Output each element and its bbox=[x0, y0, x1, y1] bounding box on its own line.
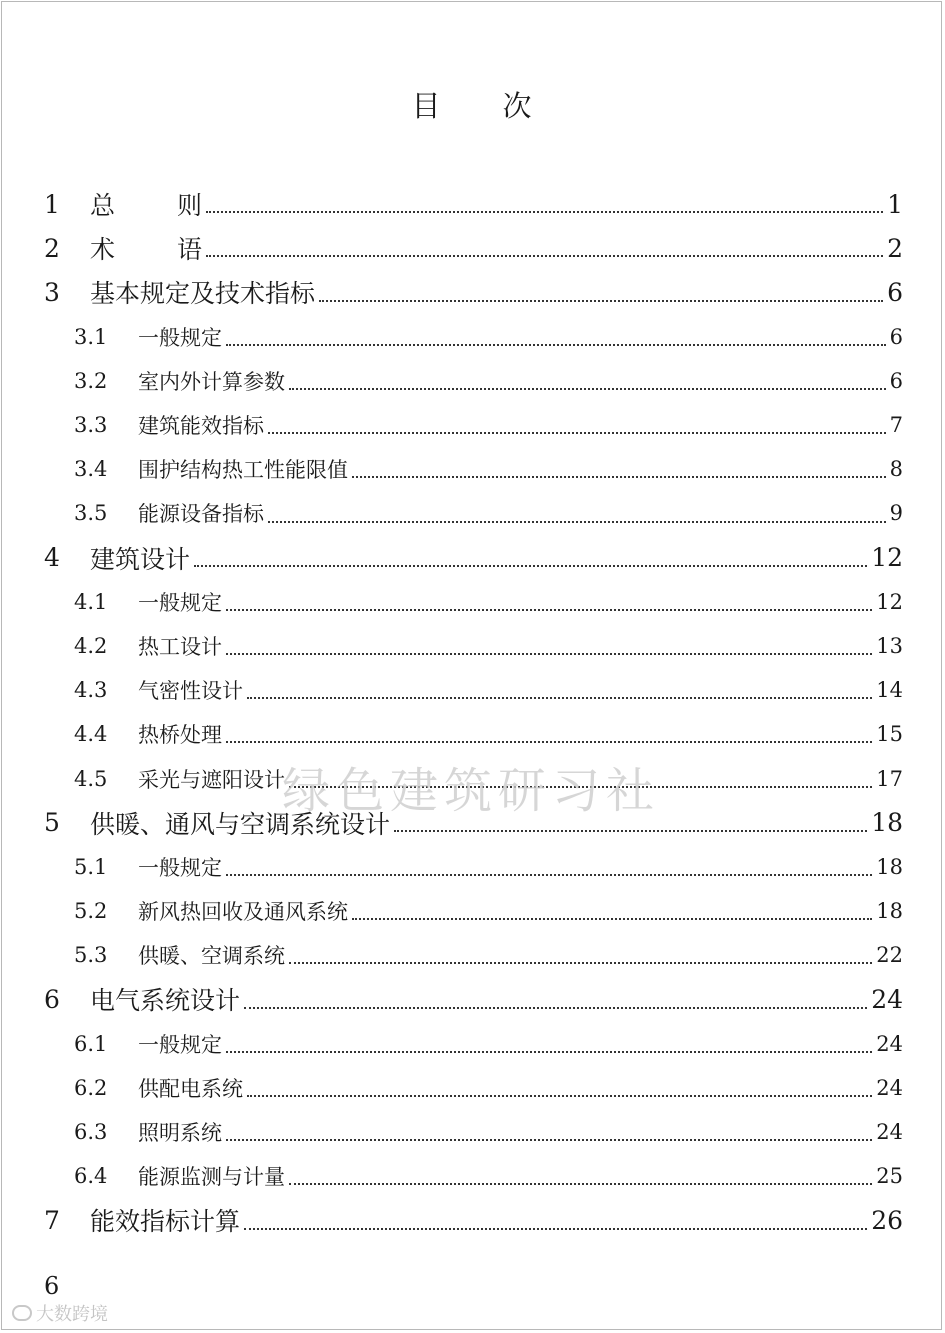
toc-label: 电气系统设计 bbox=[90, 986, 241, 1016]
toc-page-number: 17 bbox=[876, 766, 903, 791]
toc-number: 6 bbox=[44, 984, 60, 1014]
toc-section-row[interactable] bbox=[0, 933, 945, 977]
toc-label: 供暖、空调系统 bbox=[138, 944, 285, 969]
toc-leader-dots bbox=[226, 608, 872, 611]
toc-label: 一般规定 bbox=[138, 325, 222, 350]
toc-label: 采光与遮阳设计 bbox=[138, 767, 285, 792]
toc-label: 气密性设计 bbox=[138, 679, 243, 704]
toc-label: 一般规定 bbox=[138, 590, 222, 615]
toc-section-row[interactable] bbox=[0, 845, 945, 889]
toc-label-char: 术 bbox=[90, 235, 116, 265]
toc-section-row[interactable] bbox=[0, 580, 945, 624]
toc-chapter-row[interactable] bbox=[0, 1198, 945, 1242]
toc-number: 4.2 bbox=[74, 633, 108, 658]
toc-number: 5.1 bbox=[74, 854, 108, 879]
toc-section-row[interactable] bbox=[0, 1066, 945, 1110]
toc-number: 3.4 bbox=[74, 457, 108, 482]
toc-page-number: 6 bbox=[887, 277, 903, 307]
toc-number: 6.1 bbox=[74, 1031, 108, 1056]
title-char-right: 次 bbox=[502, 89, 534, 123]
toc-leader-dots bbox=[226, 740, 872, 743]
toc-page-number: 24 bbox=[876, 1031, 903, 1056]
toc-leader-dots bbox=[194, 564, 867, 567]
toc-number: 6.2 bbox=[74, 1075, 108, 1100]
toc-label: 照明系统 bbox=[138, 1121, 222, 1146]
toc-label: 供暖、通风与空调系统设计 bbox=[90, 809, 391, 839]
toc-section-row[interactable] bbox=[0, 447, 945, 491]
toc-leader-dots bbox=[247, 1094, 872, 1097]
toc-leader-dots bbox=[226, 1050, 872, 1053]
toc-number: 7 bbox=[44, 1205, 60, 1235]
toc-page-number: 1 bbox=[887, 189, 903, 219]
toc-page-number: 13 bbox=[876, 633, 903, 658]
toc-label: 建筑设计 bbox=[90, 544, 191, 574]
toc-page-number: 26 bbox=[871, 1205, 903, 1235]
toc-page-number: 24 bbox=[871, 984, 903, 1014]
page-number: 6 bbox=[44, 1272, 60, 1300]
logo-text: 大数跨境 bbox=[36, 1304, 108, 1325]
toc-number: 5.2 bbox=[74, 899, 108, 924]
toc-leader-dots bbox=[268, 520, 886, 523]
toc-page-number: 24 bbox=[876, 1075, 903, 1100]
toc-leader-dots bbox=[226, 652, 872, 655]
toc-label-char: 总 bbox=[90, 191, 116, 221]
toc-section-row[interactable] bbox=[0, 624, 945, 668]
toc-number: 4.5 bbox=[74, 766, 108, 791]
toc-section-row[interactable] bbox=[0, 403, 945, 447]
toc-page-number: 22 bbox=[876, 943, 903, 968]
toc-number: 5.3 bbox=[74, 943, 108, 968]
toc-leader-dots bbox=[206, 254, 883, 257]
toc-label-char: 语 bbox=[176, 235, 202, 265]
toc-page-number: 9 bbox=[889, 501, 903, 526]
toc-page-number: 15 bbox=[876, 722, 903, 747]
toc-chapter-row[interactable] bbox=[0, 270, 945, 314]
toc-page-number: 8 bbox=[889, 457, 903, 482]
toc-page-number: 2 bbox=[887, 233, 903, 263]
toc-page-number: 6 bbox=[889, 368, 903, 393]
toc-label: 能源设备指标 bbox=[138, 502, 264, 527]
toc-page-number: 14 bbox=[876, 678, 903, 703]
toc-label: 热工设计 bbox=[138, 634, 222, 659]
toc-page-number: 18 bbox=[876, 854, 903, 879]
toc-chapter-row[interactable] bbox=[0, 182, 945, 226]
toc-number: 4.1 bbox=[74, 589, 108, 614]
logo-icon bbox=[12, 1305, 32, 1321]
toc-chapter-row[interactable] bbox=[0, 226, 945, 270]
toc-leader-dots bbox=[244, 1227, 867, 1230]
toc-section-row[interactable] bbox=[0, 315, 945, 359]
toc-leader-dots bbox=[247, 696, 872, 699]
toc-leader-dots bbox=[352, 917, 872, 920]
toc-label bbox=[90, 230, 202, 266]
toc-number: 6.3 bbox=[74, 1120, 108, 1145]
toc-number: 1 bbox=[44, 189, 60, 219]
toc-label bbox=[90, 186, 202, 222]
toc-page-number: 18 bbox=[876, 899, 903, 924]
toc-leader-dots bbox=[289, 961, 872, 964]
toc-leader-dots bbox=[226, 1138, 872, 1141]
toc-page-number: 25 bbox=[876, 1164, 903, 1189]
toc-section-row[interactable] bbox=[0, 491, 945, 535]
toc-number: 4 bbox=[44, 543, 60, 573]
toc-leader-dots bbox=[289, 1182, 872, 1185]
toc-leader-dots bbox=[319, 299, 883, 302]
toc-page-number: 7 bbox=[889, 413, 903, 438]
toc-number: 3 bbox=[44, 277, 60, 307]
toc-leader-dots bbox=[352, 475, 886, 478]
toc-label: 围护结构热工性能限值 bbox=[138, 458, 348, 483]
toc-label: 能源监测与计量 bbox=[138, 1165, 285, 1190]
toc-page-number: 18 bbox=[871, 808, 903, 838]
source-logo bbox=[12, 1300, 108, 1326]
toc-number: 3.2 bbox=[74, 368, 108, 393]
toc-leader-dots bbox=[244, 1006, 867, 1009]
toc-number: 2 bbox=[44, 233, 60, 263]
toc-page-number: 12 bbox=[876, 589, 903, 614]
toc-number: 3.5 bbox=[74, 501, 108, 526]
page-title bbox=[0, 84, 945, 125]
toc-number: 4.3 bbox=[74, 678, 108, 703]
toc-section-row[interactable] bbox=[0, 359, 945, 403]
toc-section-row[interactable] bbox=[0, 712, 945, 756]
table-of-contents bbox=[0, 182, 945, 1243]
toc-label: 一般规定 bbox=[138, 1032, 222, 1057]
toc-number: 6.4 bbox=[74, 1164, 108, 1189]
toc-page-number: 6 bbox=[889, 324, 903, 349]
toc-chapter-row[interactable] bbox=[0, 536, 945, 580]
title-char-left: 目 bbox=[411, 89, 443, 123]
toc-leader-dots bbox=[226, 343, 886, 346]
toc-section-row[interactable] bbox=[0, 889, 945, 933]
toc-section-row[interactable] bbox=[0, 1154, 945, 1198]
toc-section-row[interactable] bbox=[0, 668, 945, 712]
watermark: 绿色建筑研习社 bbox=[282, 763, 661, 819]
toc-label: 基本规定及技术指标 bbox=[90, 279, 316, 309]
toc-leader-dots bbox=[394, 829, 867, 832]
toc-leader-dots bbox=[226, 873, 872, 876]
toc-section-row[interactable] bbox=[0, 1022, 945, 1066]
toc-chapter-row[interactable] bbox=[0, 977, 945, 1021]
toc-label: 能效指标计算 bbox=[90, 1207, 241, 1237]
toc-label: 供配电系统 bbox=[138, 1076, 243, 1101]
toc-leader-dots bbox=[289, 387, 886, 390]
toc-label: 一般规定 bbox=[138, 855, 222, 880]
toc-page-number: 24 bbox=[876, 1120, 903, 1145]
toc-number: 3.1 bbox=[74, 324, 108, 349]
toc-leader-dots bbox=[206, 210, 883, 213]
toc-label: 建筑能效指标 bbox=[138, 414, 264, 439]
toc-number: 3.3 bbox=[74, 413, 108, 438]
toc-leader-dots bbox=[268, 431, 886, 434]
toc-label: 室内外计算参数 bbox=[138, 369, 285, 394]
toc-label: 热桥处理 bbox=[138, 723, 222, 748]
toc-label: 新风热回收及通风系统 bbox=[138, 900, 348, 925]
toc-section-row[interactable] bbox=[0, 1110, 945, 1154]
toc-label-char: 则 bbox=[176, 191, 202, 221]
toc-number: 4.4 bbox=[74, 722, 108, 747]
toc-page-number: 12 bbox=[871, 543, 903, 573]
toc-number: 5 bbox=[44, 808, 60, 838]
